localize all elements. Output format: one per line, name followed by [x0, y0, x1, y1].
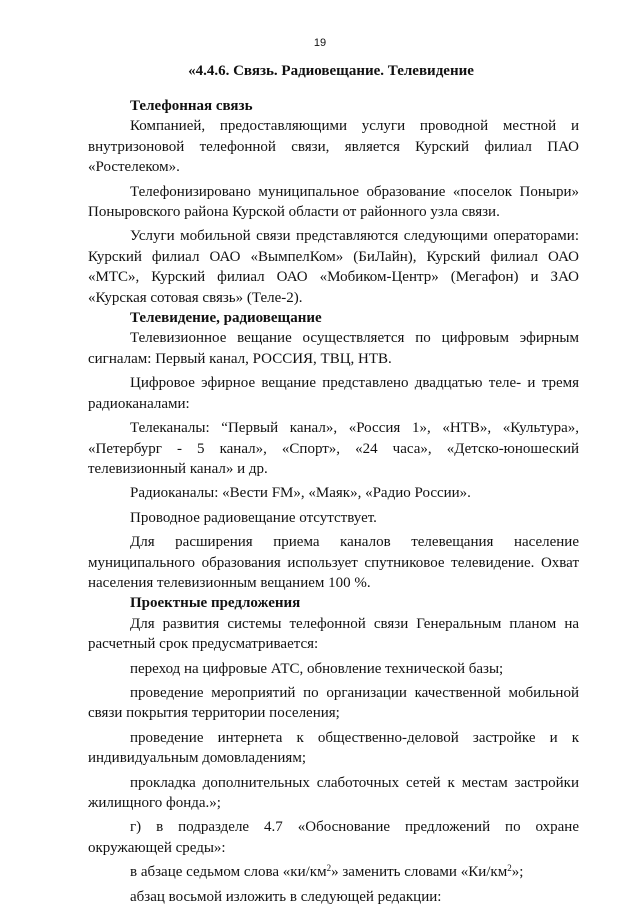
units-superscript-1: 2 [326, 863, 332, 874]
paragraph-telephone-coverage: Телефонизировано муниципальное образование «поселок Поныри» Поныровского района Курской области от районного узла связи. [88, 183, 579, 221]
heading-proposals: Проектные предложения [130, 595, 301, 612]
document-body [88, 96, 579, 907]
units-superscript-2: 2 [507, 863, 512, 874]
paragraph-telephone-providers: Компанией, предоставляющими услуги проводной местной и внутризоновой телефонной связи, является Курский филиал ПАО «Ростелеком». [88, 118, 579, 176]
paragraph-mobile-operators: Услуги мобильной связи представляются следующими операторами: Курский филиал ОАО «ВымпелКом» (БиЛайн), Курский филиал ОАО «МТС», Курский филиал ОАО «Мобиком-Центр» (Мегафон) и ЗАО «Курская сотовая связь» (Теле-2). [88, 228, 579, 306]
paragraph-radio-channels: Радиоканалы: «Вести FM», «Маяк», «Радио России». [130, 485, 471, 502]
page-number: 19 [313, 37, 327, 49]
heading-tv-radio: Телевидение, радиовещание [130, 310, 322, 327]
paragraph-satellite-tv: Для расширения приема каналов телевещания население муниципального образования использует спутниковое телевидение. Охват населения телевизионным вещанием 100 %. [88, 534, 579, 591]
paragraph-digital-broadcast: Цифровое эфирное вещание представлено двадцатью теле- и тремя радиоканалами: [88, 375, 579, 412]
units-text-after: »; [511, 864, 524, 881]
paragraph-proposal-digital-ats: переход на цифровые АТС, обновление технической базы; [130, 660, 504, 677]
paragraph-subsection-4-7: г) в подразделе 4.7 «Обоснование предложений по охране окружающей среды»: [88, 819, 579, 856]
paragraph-proposal-cables: прокладка дополнительных слаботочных сетей к местам застройки жилищного фонда.»; [88, 774, 579, 811]
units-text-middle: » заменить словами «Ки/км [331, 864, 508, 881]
paragraph-proposals-intro: Для развития системы телефонной связи Генеральным планом на расчетный срок предусматривается: [88, 615, 579, 653]
heading-telephone: Телефонная связь [130, 98, 253, 114]
paragraph-tv-channels: Телеканалы: “Первый канал», «Россия 1», «НТВ», «Культура», «Петербург - 5 канал», «Спорт», «24 часа», «Детско-юношеский телевизионный канал» и др. [88, 420, 579, 477]
paragraph-tv-broadcast: Телевизионное вещание осуществляется по цифровым эфирным сигналам: Первый канал, РОССИЯ, ТВЦ, НТВ. [88, 330, 579, 367]
paragraph-units-replace [88, 862, 579, 882]
units-text-before: в абзаце седьмом слова «ки/км [130, 864, 327, 881]
paragraph-proposal-internet: проведение интернета к общественно-деловой застройке и к индивидуальным домовладениям; [88, 729, 579, 767]
section-title: «4.4.6. Связь. Радиовещание. Телевидение [188, 63, 474, 79]
paragraph-eighth-revision: абзац восьмой изложить в следующей редакции: [130, 888, 442, 905]
paragraph-wired-radio: Проводное радиовещание отсутствует. [130, 509, 377, 526]
paragraph-proposal-mobile: проведение мероприятий по организации качественной мобильной связи покрытия территории поселения; [88, 684, 579, 722]
